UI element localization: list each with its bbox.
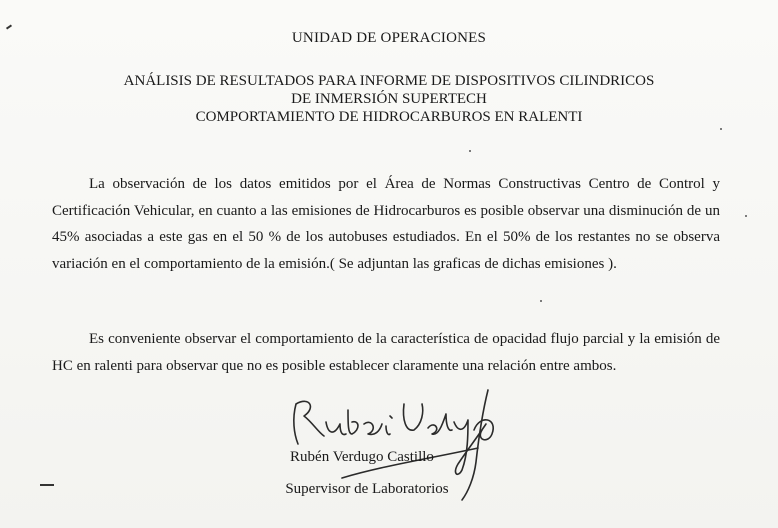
organization-unit-heading: UNIDAD DE OPERACIONES bbox=[291, 30, 487, 46]
scan-speck bbox=[745, 215, 747, 217]
paragraph-1-text: La observación de los datos emitidos por el Área de Normas Constructivas Centro de Control y Certificación Vehicular, en cuanto a las emisiones de Hidrocarburos es posible observar una disminución de un 45% asociadas a este gas en el 50 % de los autobuses estudiados. En el 50% de los restantes no se observa variación en el comportamiento de la emisión.( Se adjuntan las graficas de dichas emisiones ). bbox=[52, 176, 720, 272]
scan-mark bbox=[40, 484, 54, 486]
title-line-2: DE INMERSIÓN SUPERTECH bbox=[291, 91, 487, 107]
body-paragraph-1 bbox=[52, 171, 720, 277]
scan-speck bbox=[720, 128, 722, 130]
body-paragraph-2 bbox=[52, 326, 720, 379]
title-line-3: COMPORTAMIENTO DE HIDROCARBUROS EN RALENTI bbox=[195, 109, 583, 125]
signer-role: Supervisor de Laboratorios bbox=[285, 481, 449, 497]
scan-speck bbox=[540, 300, 542, 302]
document-title bbox=[0, 72, 778, 126]
signer-name: Rubén Verdugo Castillo bbox=[290, 449, 434, 465]
paragraph-2-text: Es conveniente observar el comportamiento de la característica de opacidad flujo parcial y la emisión de HC en ralenti para observar que no es posible establecer claramente una relación entre ambos. bbox=[52, 331, 720, 374]
title-line-1: ANÁLISIS DE RESULTADOS PARA INFORME DE DISPOSITIVOS CILINDRICOS bbox=[123, 73, 655, 89]
scan-speck bbox=[469, 150, 471, 152]
scan-mark bbox=[6, 24, 12, 29]
